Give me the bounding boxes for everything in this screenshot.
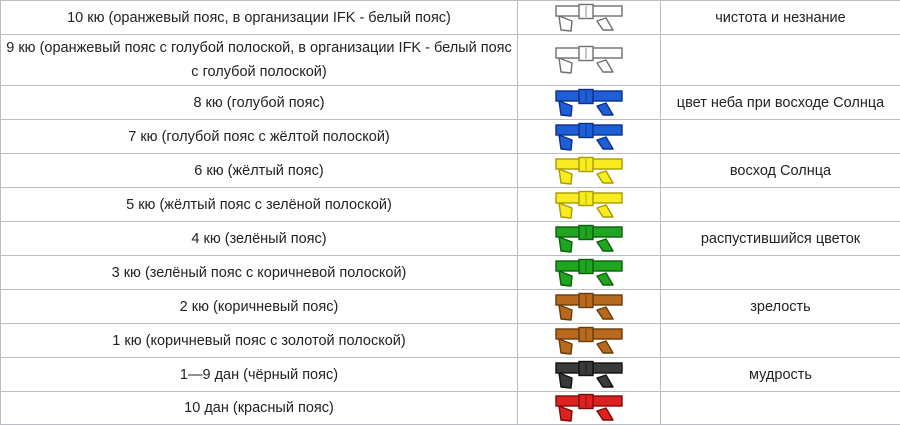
blue-belt-icon <box>553 88 625 118</box>
rank-cell: 7 кю (голубой пояс с жёлтой полоской) <box>1 120 518 154</box>
belt-cell <box>518 86 661 120</box>
table-row <box>1 392 900 425</box>
table-row <box>1 154 900 188</box>
table-row <box>1 358 900 392</box>
meaning-cell: восход Солнца <box>661 154 900 188</box>
table-row <box>1 86 900 120</box>
table-row <box>1 290 900 324</box>
table-row <box>1 1 900 35</box>
brown-belt-icon <box>553 292 625 322</box>
meaning-cell <box>661 188 900 222</box>
belt-cell <box>518 358 661 392</box>
rank-cell: 10 дан (красный пояс) <box>1 392 518 425</box>
black-belt-icon <box>553 360 625 390</box>
belt-cell <box>518 290 661 324</box>
belt-cell <box>518 392 661 425</box>
rank-cell: 10 кю (оранжевый пояс, в организации IFK - белый пояс) <box>1 1 518 35</box>
white-belt-icon <box>553 45 625 75</box>
belt-cell <box>518 256 661 290</box>
yellow-belt-icon <box>553 190 625 220</box>
red-belt-icon <box>553 393 625 423</box>
white-belt-icon <box>553 3 625 33</box>
belt-cell <box>518 35 661 86</box>
belt-cell <box>518 324 661 358</box>
table-row <box>1 120 900 154</box>
rank-cell: 3 кю (зелёный пояс с коричневой полоской) <box>1 256 518 290</box>
green-belt-icon <box>553 258 625 288</box>
table-row <box>1 222 900 256</box>
belt-cell <box>518 222 661 256</box>
table-row <box>1 35 900 86</box>
belt-cell <box>518 154 661 188</box>
table-row <box>1 324 900 358</box>
meaning-cell: мудрость <box>661 358 900 392</box>
rank-cell: 9 кю (оранжевый пояс с голубой полоской, в организации IFK - белый пояс с голубой полоской) <box>1 35 518 86</box>
rank-cell: 4 кю (зелёный пояс) <box>1 222 518 256</box>
meaning-cell <box>661 35 900 86</box>
belt-ranks-body <box>1 1 900 425</box>
belt-cell <box>518 1 661 35</box>
meaning-cell: цвет неба при восходе Солнца <box>661 86 900 120</box>
yellow-belt-icon <box>553 156 625 186</box>
green-belt-icon <box>553 224 625 254</box>
table-row <box>1 188 900 222</box>
rank-cell: 2 кю (коричневый пояс) <box>1 290 518 324</box>
belt-cell <box>518 120 661 154</box>
blue-belt-icon <box>553 122 625 152</box>
meaning-cell <box>661 256 900 290</box>
meaning-cell <box>661 324 900 358</box>
rank-cell: 1—9 дан (чёрный пояс) <box>1 358 518 392</box>
meaning-cell: чистота и незнание <box>661 1 900 35</box>
rank-cell: 1 кю (коричневый пояс с золотой полоской) <box>1 324 518 358</box>
meaning-cell: распустившийся цветок <box>661 222 900 256</box>
meaning-cell <box>661 120 900 154</box>
belt-cell <box>518 188 661 222</box>
table-row <box>1 256 900 290</box>
rank-cell: 8 кю (голубой пояс) <box>1 86 518 120</box>
brown-belt-icon <box>553 326 625 356</box>
rank-cell: 5 кю (жёлтый пояс с зелёной полоской) <box>1 188 518 222</box>
meaning-cell: зрелость <box>661 290 900 324</box>
meaning-cell <box>661 392 900 425</box>
rank-cell: 6 кю (жёлтый пояс) <box>1 154 518 188</box>
